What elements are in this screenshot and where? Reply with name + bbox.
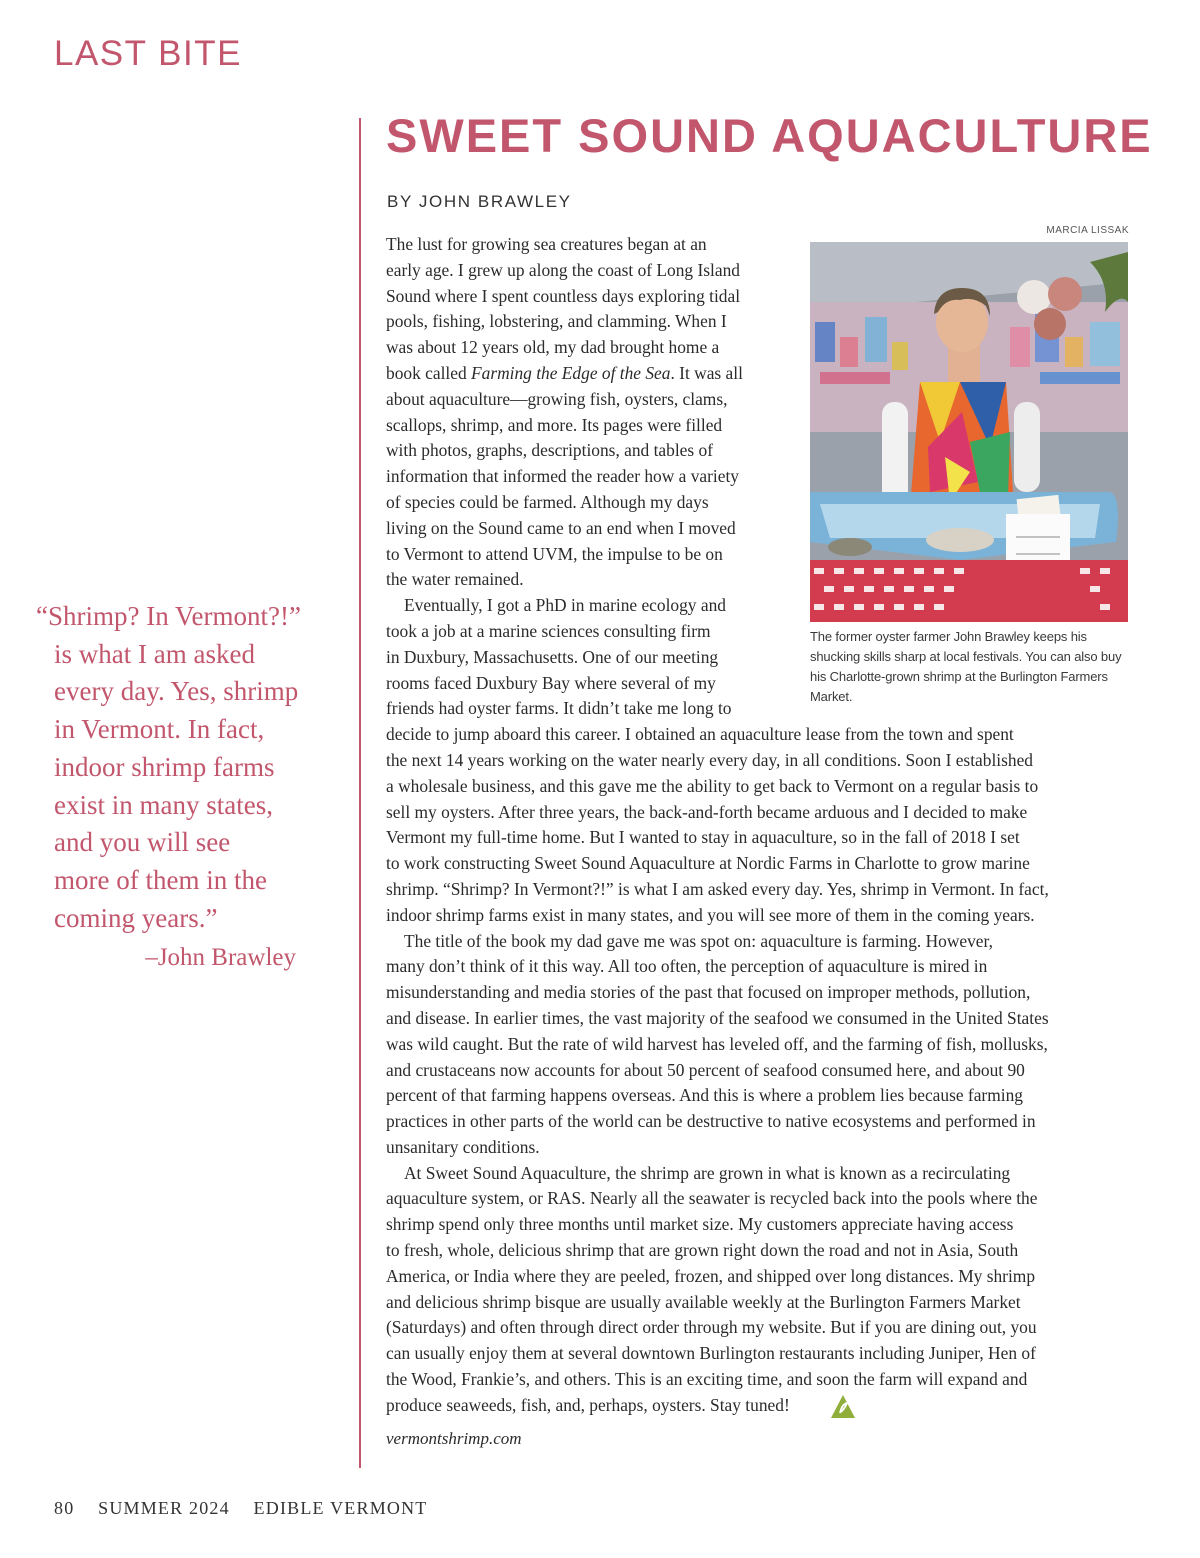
body-line: friends had oyster farms. It didn’t take me long to [386,698,732,719]
page-number: 80 [54,1498,75,1518]
pull-quote-line: coming years.” [54,902,218,933]
pull-quote-line: exist in many states, [54,789,273,820]
body-line: aquaculture system, or RAS. Nearly all the seawater is recycled back into the pools where the [386,1188,1038,1209]
body-line: to work constructing Sweet Sound Aquaculture at Nordic Farms in Charlotte to grow marine [386,853,1030,874]
body-line: to Vermont to attend UVM, the impulse to be on [386,543,723,564]
pull-quote-line: every day. Yes, shrimp [54,676,299,707]
body-line: indoor shrimp farms exist in many states, and you will see more of them in the coming years. [386,904,1035,925]
body-line: Eventually, I got a PhD in marine ecology and [404,595,726,616]
body-line: shrimp. “Shrimp? In Vermont?!” is what I am asked every day. Yes, shrimp in Vermont. In fact, [386,878,1049,899]
body-line: the next 14 years working on the water nearly every day, in all conditions. Soon I established [386,749,1033,770]
body-line: information that informed the reader how a variety [386,466,739,487]
body-line: can usually enjoy them at several downtown Burlington restaurants including Juniper, Hen of [386,1343,1036,1364]
body-line: America, or India where they are peeled, frozen, and shipped over long distances. My shrimp [386,1265,1036,1286]
book-title: Farming the Edge of the Sea [471,362,671,383]
body-line: early age. I grew up along the coast of Long Island [386,259,740,280]
body-line: was wild caught. But the rate of wild harvest has leveled off, and the farming of fish, mollusks, [386,1033,1048,1054]
pull-quote-line: is what I am asked [54,638,255,669]
body-line: (Saturdays) and often through direct order through my website. But if you are dining out, you [386,1317,1037,1338]
pull-quote-line: indoor shrimp farms [54,751,275,782]
photo-credit: MARCIA LISSAK [1046,225,1129,236]
pull-quote-attribution: –John Brawley [145,944,296,972]
pull-quote-line: “Shrimp? In Vermont?!” [36,601,301,631]
body-line: rooms faced Duxbury Bay where several of my [386,672,716,693]
website-link[interactable]: vermontshrimp.com [386,1429,522,1448]
pull-quote-line: in Vermont. In fact, [54,714,265,745]
body-line: the Wood, Frankie’s, and others. This is an exciting time, and soon the farm will expand and [386,1369,1028,1390]
body-line: to fresh, whole, delicious shrimp that are grown right down the road and not in Asia, South [386,1240,1019,1261]
body-line: practices in other parts of the world can be destructive to native ecosystems and performed in [386,1111,1036,1132]
body-line: living on the Sound came to an end when I moved [386,517,736,538]
page-footer [54,1498,446,1519]
body-line: and disease. In earlier times, the vast majority of the seafood we consumed in the United States [386,1007,1049,1028]
pull-quote [36,598,354,977]
article-title: SWEET SOUND AQUACULTURE [386,109,1153,162]
body-line: about aquaculture—growing fish, oysters, clams, [386,388,728,409]
body-line: At Sweet Sound Aquaculture, the shrimp are grown in what is known as a recirculating [404,1162,1011,1183]
body-line: with photos, graphs, descriptions, and tables of [386,440,713,461]
issue-label: SUMMER 2024 [98,1498,230,1518]
body-line: and crustaceans now accounts for about 50 percent of seafood consumed here, and about 90 [386,1059,1025,1080]
body-line: decide to jump aboard this career. I obtained an aquaculture lease from the town and spent [386,724,1014,745]
photo-caption: The former oyster farmer John Brawley keeps his shucking skills sharp at local festivals. You can also buy his Charlotte-grown shrimp at the Burlington Farmers Market. [810,629,1122,704]
edible-leaf-icon [830,1394,856,1420]
body-line: was about 12 years old, my dad brought home a [386,337,720,358]
body-line: many don’t think of it this way. All too often, the perception of aquaculture is mired in [386,956,988,977]
body-line: sell my oysters. After three years, the back-and-forth became arduous and I decided to make [386,801,1028,822]
pull-quote-line: and you will see [54,827,231,858]
body-line: scallops, shrimp, and more. Its pages were filled [386,414,723,435]
body-line: unsanitary conditions. [386,1136,540,1157]
body-line: book called Farming the Edge of the Sea. It was all [386,362,743,383]
publication-name: EDIBLE VERMONT [253,1498,428,1518]
pull-quote-line: more of them in the [54,864,267,895]
body-line: The lust for growing sea creatures began at an [386,234,707,254]
body-line: of species could be farmed. Although my days [386,491,709,512]
body-line: the water remained. [386,569,524,590]
body-line: in Duxbury, Massachusetts. One of our meeting [386,646,719,667]
body-line: a wholesale business, and this gave me the ability to get back to Vermont on a regular basis to [386,775,1039,796]
article-body [386,232,1126,1419]
body-line: percent of that farming happens overseas. And this is where a problem lies because farming [386,1085,1023,1106]
byline: BY JOHN BRAWLEY [387,192,572,211]
body-line: The title of the book my dad gave me was spot on: aquaculture is farming. However, [404,930,993,951]
body-line: and delicious shrimp bisque are usually available weekly at the Burlington Farmers Market [386,1291,1021,1312]
body-line: shrimp spend only three months until market size. My customers appreciate having access [386,1214,1014,1235]
section-label: LAST BITE [54,34,242,73]
vertical-divider [359,118,361,1468]
body-line: misunderstanding and media stories of the past that focused on improper methods, pollution, [386,982,1031,1003]
body-line: took a job at a marine sciences consulting firm [386,620,711,641]
body-line: Sound where I spent countless days exploring tidal [386,285,741,306]
body-line: Vermont my full-time home. But I wanted to stay in aquaculture, so in the fall of 2018 I set [386,827,1020,848]
body-line: pools, fishing, lobstering, and clamming. When I [386,311,727,332]
body-line: produce seaweeds, fish, and, perhaps, oysters. Stay tuned! [386,1394,790,1415]
